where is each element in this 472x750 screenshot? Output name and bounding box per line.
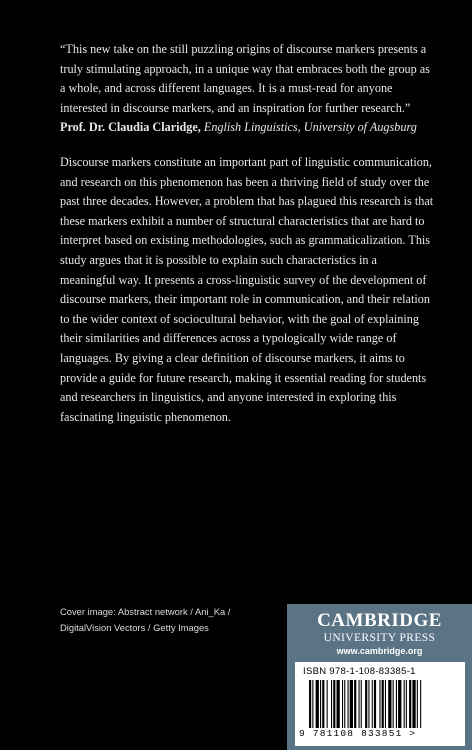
cover-credit — [60, 604, 260, 636]
barcode-panel — [295, 662, 465, 746]
book-description: Discourse markers constitute an important part of linguistic communication, and research on this phenomenon has been a thriving field of study over the past three decades. However, a problem that has plagued this research is that these markers exhibit a number of structural characteristics that are hard to interpret based on existing methodologies, such as grammaticalization. This study argues that it is possible to explain such characteristics in a meaningful way. It presents a cross-linguistic survey of the development of discourse markers, their important role in communication, and their relation to the wider context of sociocultural behavior, with the goal of explaining their similarities and differences across a typologically wide range of languages. By giving a clear definition of discourse markers, it aims to provide a guide for future research, making it essential reading for students and researchers in linguistics, and anyone interested in exploring this fascinating linguistic phenomenon. — [60, 155, 434, 424]
barcode-stripe — [348, 680, 349, 728]
barcode-stripe — [350, 680, 353, 728]
barcode-stripe — [412, 680, 415, 728]
barcode-stripe — [420, 680, 421, 728]
quote-text: “This new take on the still puzzling origins of discourse markers presents a truly stimulating approach, in a unique way that embraces both the group as a whole, and across different languages. It is a must-read for anyone interested in discourse markers, and an inspiration for further research.” — [60, 42, 430, 115]
quote-attribution-name: Prof. Dr. Claudia Claridge, — [60, 120, 201, 135]
barcode-stripe — [333, 680, 335, 728]
publisher-name: CAMBRIDGE — [317, 610, 442, 631]
barcode-stripe — [316, 680, 319, 728]
barcode-stripe — [312, 680, 313, 728]
publisher-subtitle: UNIVERSITY PRESS — [323, 632, 436, 644]
barcode-stripe — [372, 680, 373, 728]
barcode-bars — [309, 680, 459, 728]
publisher-url: www.cambridge.org — [336, 646, 423, 656]
barcode-stripe — [379, 680, 380, 728]
cover-credit-line2: DigitalVision Vectors / Getty Images — [60, 622, 209, 633]
barcode-stripe — [368, 680, 369, 728]
barcode-stripe — [398, 680, 401, 728]
barcode-stripe — [309, 680, 311, 728]
barcode-stripe — [354, 680, 356, 728]
barcode-stripe — [382, 680, 384, 728]
barcode-stripe — [322, 680, 324, 728]
barcode-stripe — [404, 680, 405, 728]
publisher-box — [287, 604, 472, 750]
barcode-stripe — [409, 680, 411, 728]
barcode-digits: 9 781108 833851 > — [299, 728, 417, 739]
barcode-stripe — [327, 680, 328, 728]
barcode-stripe — [365, 680, 367, 728]
barcode-stripe — [374, 680, 376, 728]
cover-credit-line1: Cover image: Abstract network / Ani_Ka / — [60, 606, 231, 617]
barcode-stripe — [388, 680, 391, 728]
barcode-stripe — [331, 680, 332, 728]
barcode-stripe — [393, 680, 394, 728]
isbn-label: ISBN 978-1-108-83385-1 — [303, 666, 416, 677]
barcode-stripe — [361, 680, 362, 728]
barcode-stripe — [385, 680, 386, 728]
barcode-stripe — [406, 680, 407, 728]
quote-attribution-affiliation: English Linguistics, University of Augsburg — [203, 120, 417, 135]
barcode-stripe — [320, 680, 321, 728]
barcode-stripe — [342, 680, 343, 728]
barcode-stripe — [396, 680, 397, 728]
barcode-stripe — [417, 680, 418, 728]
barcode-stripe — [344, 680, 345, 728]
endorsement-quote — [60, 40, 432, 138]
barcode-stripe — [337, 680, 340, 728]
barcode-stripe — [359, 680, 360, 728]
